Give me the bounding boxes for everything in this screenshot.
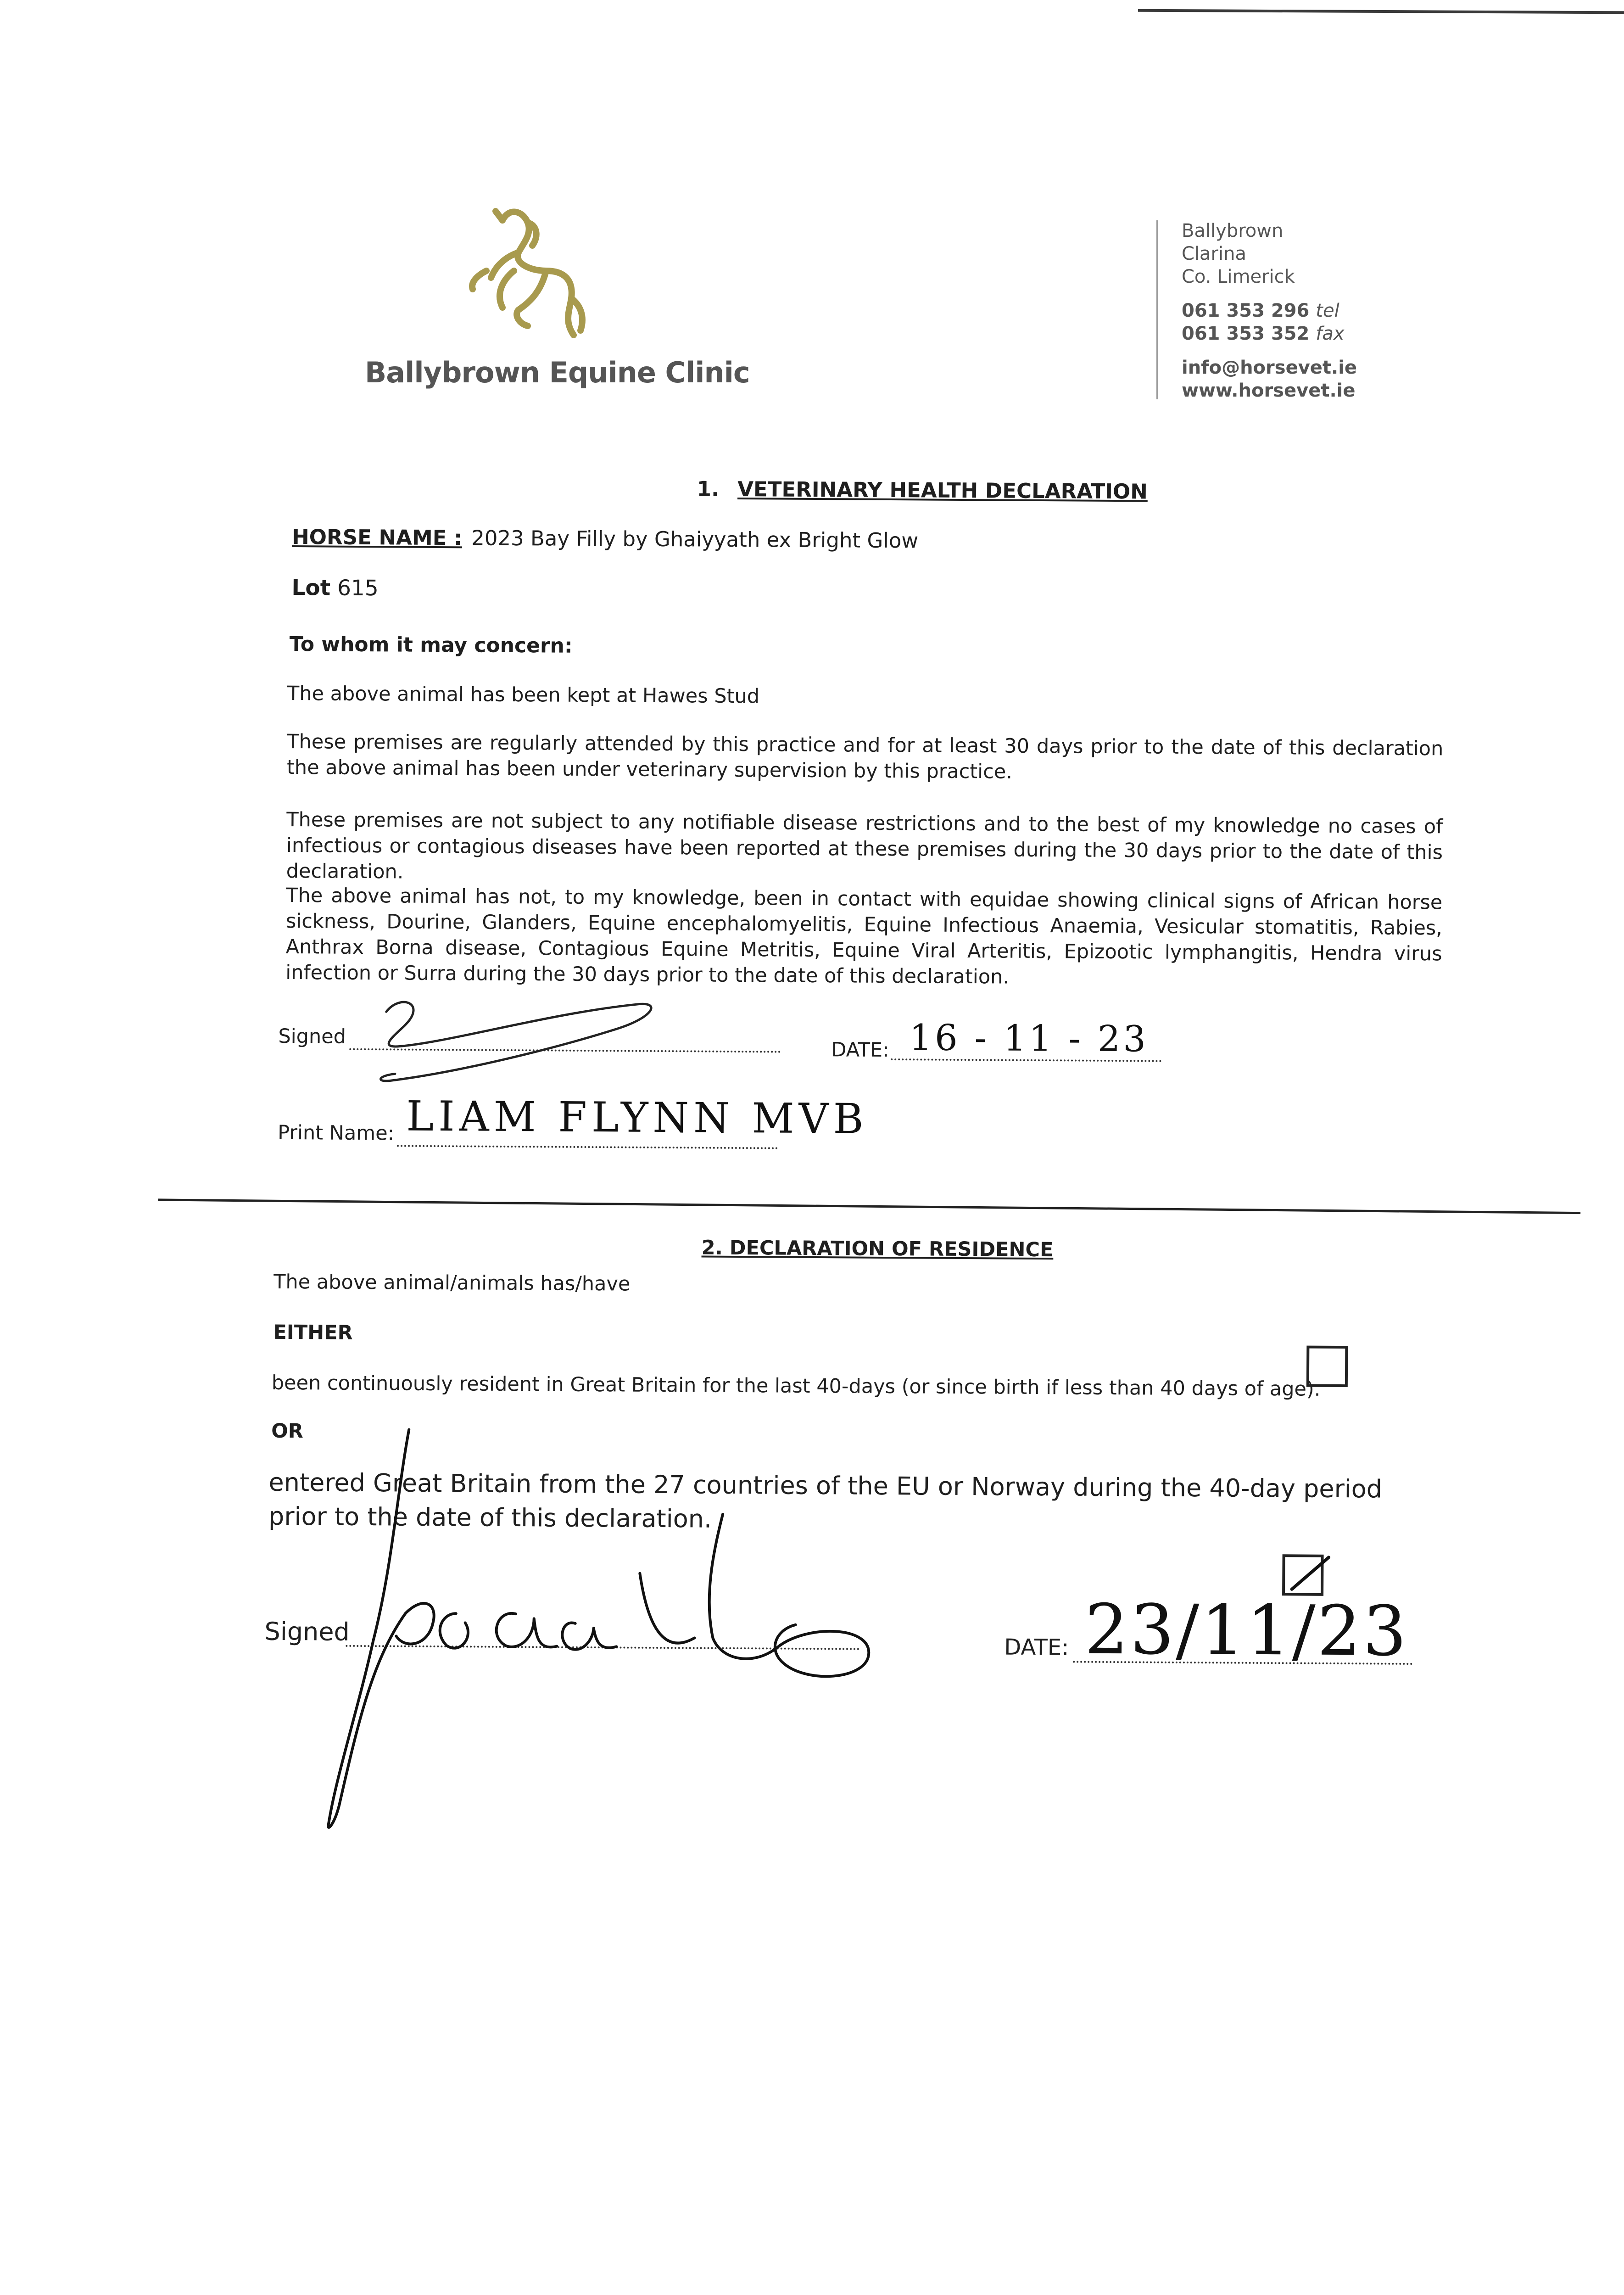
paragraph-contact-equidae: The above animal has not, to my knowledge, been in contact with equidae showing clinical signs of African horse sickness, Dourine, Glanders, Equine encephalomyelitis, Equine Infectious Anaemia, Vesicular stomatitis, Rabies, Anthrax Borna disease, Contagious Equine Metritis, Equine Viral Arteritis, Epizootic lymphangitis, Hendra virus infection or Surra during the 30 days prior to the date of this declaration.	[285, 884, 1443, 989]
option2-checkbox[interactable]	[1282, 1554, 1324, 1596]
section2-title: 2. DECLARATION OF RESIDENCE	[701, 1236, 1054, 1262]
or-label: OR	[271, 1419, 304, 1443]
fax: 061 353 352 fax	[1182, 323, 1345, 344]
address-line: Clarina	[1182, 243, 1246, 264]
owner-signature	[317, 1420, 916, 1836]
vet-date-value: 16 - 11 - 23	[909, 1017, 1149, 1060]
option1-text: been continuously resident in Great Britain for the last 40-days (or since birth if less than 40 days of age).	[271, 1371, 1321, 1401]
clinic-name: Ballybrown Equine Clinic	[365, 356, 750, 389]
owner-date-label: DATE:	[1004, 1634, 1069, 1661]
horse-name-label: HORSE NAME :	[291, 525, 463, 550]
address-line: Co. Limerick	[1182, 266, 1295, 287]
either-label: EITHER	[273, 1321, 353, 1344]
vet-signed-label: Signed	[278, 1024, 346, 1048]
section1-heading	[697, 476, 1148, 504]
lot-number: 615	[337, 575, 379, 601]
owner-signed-label: Signed	[264, 1617, 350, 1646]
scan-edge-line	[1138, 9, 1624, 14]
print-name-label: Print Name:	[278, 1121, 395, 1145]
section2-intro: The above animal/animals has/have	[273, 1270, 631, 1296]
email-link[interactable]: info@horsevet.ie	[1182, 357, 1357, 378]
contact-divider	[1156, 220, 1158, 399]
lot-label: Lot	[291, 575, 331, 601]
vet-signature	[358, 984, 689, 1087]
contact-block	[1182, 219, 1357, 402]
section1-title: VETERINARY HEALTH DECLARATION	[737, 476, 1148, 504]
section-divider	[158, 1198, 1580, 1214]
print-name-value: LIAM FLYNN MVB	[406, 1092, 869, 1143]
lot-row	[291, 575, 379, 601]
option1-checkbox[interactable]	[1306, 1346, 1348, 1388]
owner-date-value: 23/11/23	[1084, 1590, 1409, 1672]
rearing-horse-logo-icon	[459, 202, 597, 349]
address-line: Ballybrown	[1182, 220, 1284, 241]
print-name-line	[397, 1145, 778, 1149]
paragraph-supervision: These premises are regularly attended by this practice and for at least 30 days prior to the date of this declaration the above animal has been under veterinary supervision by this practice.	[286, 730, 1444, 784]
paragraph-disease-restrictions: These premises are not subject to any notifiable disease restrictions and to the best of my knowledge no cases of infectious or contagious diseases have been reported at these premises during the 30 days prior to the date of this declaration.	[286, 808, 1443, 884]
option2-text: entered Great Britain from the 27 countries of the EU or Norway during the 40-day period prior to the date of this declaration.	[268, 1467, 1383, 1534]
vet-date-label: DATE:	[831, 1038, 889, 1062]
salutation: To whom it may concern:	[289, 633, 573, 658]
horse-name-row	[292, 525, 918, 553]
telephone: 061 353 296 tel	[1182, 300, 1339, 321]
section1-number: 1.	[697, 476, 720, 501]
website-link[interactable]: www.horsevet.ie	[1182, 380, 1356, 401]
horse-name-value: 2023 Bay Filly by Ghaiyyath ex Bright Glow	[471, 526, 919, 553]
paragraph-premises: The above animal has been kept at Hawes Stud	[287, 682, 760, 708]
